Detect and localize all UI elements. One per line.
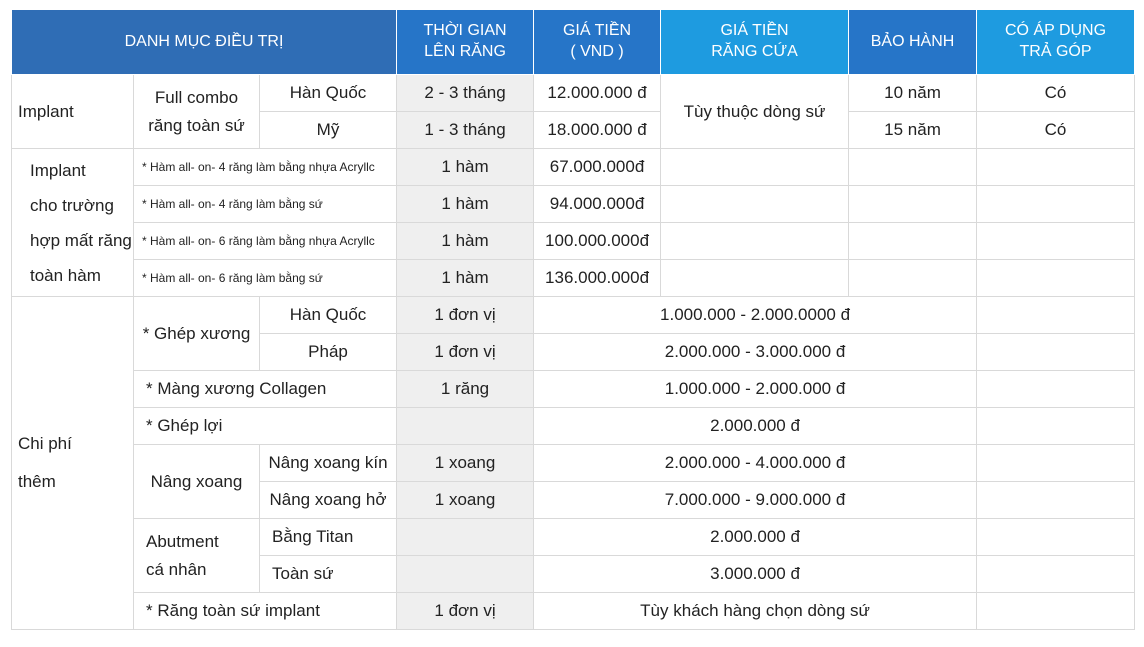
empty-cell <box>977 186 1135 223</box>
table-row <box>12 445 1135 482</box>
empty-cell <box>849 260 977 297</box>
empty-cell <box>661 149 849 186</box>
empty-cell <box>977 593 1135 630</box>
empty-cell <box>977 556 1135 593</box>
price-range-cell: 2.000.000 - 4.000.000 đ <box>534 445 977 482</box>
price-range-cell: 2.000.000 đ <box>534 519 977 556</box>
price-range-cell: 2.000.000 đ <box>534 408 977 445</box>
empty-cell <box>977 260 1135 297</box>
empty-cell <box>977 371 1135 408</box>
empty-cell <box>849 186 977 223</box>
empty-cell <box>977 445 1135 482</box>
crown-label: * Răng toàn sứ implant <box>134 593 397 630</box>
empty-cell <box>849 149 977 186</box>
price-range-cell: Tùy khách hàng chọn dòng sứ <box>534 593 977 630</box>
warranty-cell: 10 năm <box>849 75 977 112</box>
sinus-type-cell: Nâng xoang hở <box>260 482 397 519</box>
crown-price-cell: Tùy thuộc dòng sứ <box>661 75 849 149</box>
price-range-cell: 2.000.000 - 3.000.000 đ <box>534 334 977 371</box>
time-cell: 2 - 3 tháng <box>397 75 534 112</box>
time-cell: 1 hàm <box>397 149 534 186</box>
unit-cell: 1 xoang <box>397 482 534 519</box>
time-cell: 1 hàm <box>397 186 534 223</box>
table-row <box>12 260 1135 297</box>
desc-cell: * Hàm all- on- 6 răng làm bằng sứ <box>134 260 397 297</box>
header-time: THỜI GIAN LÊN RĂNG <box>397 10 534 75</box>
origin-cell: Hàn Quốc <box>260 297 397 334</box>
origin-cell: Mỹ <box>260 112 397 149</box>
table-row <box>12 371 1135 408</box>
empty-cell <box>661 186 849 223</box>
category-implant: Implant <box>12 75 134 149</box>
unit-cell: 1 đơn vị <box>397 334 534 371</box>
table-row <box>12 408 1135 445</box>
origin-cell: Pháp <box>260 334 397 371</box>
empty-cell <box>977 297 1135 334</box>
desc-cell: * Hàm all- on- 4 răng làm bằng nhựa Acryllc <box>134 149 397 186</box>
category-extra: Chi phí thêm <box>12 297 134 630</box>
abutment-type-cell: Toàn sứ <box>260 556 397 593</box>
price-cell: 67.000.000đ <box>534 149 661 186</box>
header-row <box>12 10 1135 75</box>
header-crown-price: GIÁ TIỀN RĂNG CỨA <box>661 10 849 75</box>
header-warranty: BẢO HÀNH <box>849 10 977 75</box>
abutment-type-cell: Bằng Titan <box>260 519 397 556</box>
sinus-label: Nâng xoang <box>134 445 260 519</box>
gum-graft-label: * Ghép lợi <box>134 408 397 445</box>
desc-cell: * Hàm all- on- 4 răng làm bằng sứ <box>134 186 397 223</box>
unit-cell <box>397 556 534 593</box>
combo-label: Full combo răng toàn sứ <box>134 75 260 149</box>
unit-cell: 1 xoang <box>397 445 534 482</box>
table-row <box>12 223 1135 260</box>
price-cell: 94.000.000đ <box>534 186 661 223</box>
price-range-cell: 1.000.000 - 2.000.0000 đ <box>534 297 977 334</box>
time-cell: 1 hàm <box>397 223 534 260</box>
table-row <box>12 75 1135 112</box>
unit-cell: 1 đơn vị <box>397 297 534 334</box>
empty-cell <box>977 149 1135 186</box>
unit-cell: 1 đơn vị <box>397 593 534 630</box>
collagen-label: * Màng xương Collagen <box>134 371 397 408</box>
origin-cell: Hàn Quốc <box>260 75 397 112</box>
table-row <box>12 149 1135 186</box>
empty-cell <box>977 223 1135 260</box>
installment-cell: Có <box>977 112 1135 149</box>
time-cell: 1 hàm <box>397 260 534 297</box>
unit-cell <box>397 408 534 445</box>
table-row <box>12 297 1135 334</box>
header-installment: CÓ ÁP DỤNG TRẢ GÓP <box>977 10 1135 75</box>
unit-cell: 1 răng <box>397 371 534 408</box>
installment-cell: Có <box>977 75 1135 112</box>
abutment-label: Abutment cá nhân <box>134 519 260 593</box>
table-row <box>12 186 1135 223</box>
price-range-cell: 7.000.000 - 9.000.000 đ <box>534 482 977 519</box>
unit-cell <box>397 519 534 556</box>
empty-cell <box>977 482 1135 519</box>
price-cell: 100.000.000đ <box>534 223 661 260</box>
empty-cell <box>977 519 1135 556</box>
price-cell: 136.000.000đ <box>534 260 661 297</box>
price-range-cell: 1.000.000 - 2.000.000 đ <box>534 371 977 408</box>
price-cell: 18.000.000 đ <box>534 112 661 149</box>
price-table <box>11 9 1135 630</box>
desc-cell: * Hàm all- on- 6 răng làm bằng nhựa Acryllc <box>134 223 397 260</box>
empty-cell <box>661 260 849 297</box>
time-cell: 1 - 3 tháng <box>397 112 534 149</box>
table-row <box>12 519 1135 556</box>
empty-cell <box>849 223 977 260</box>
table-row <box>12 593 1135 630</box>
sinus-type-cell: Nâng xoang kín <box>260 445 397 482</box>
empty-cell <box>977 408 1135 445</box>
price-cell: 12.000.000 đ <box>534 75 661 112</box>
header-price: GIÁ TIỀN ( VND ) <box>534 10 661 75</box>
empty-cell <box>661 223 849 260</box>
empty-cell <box>977 334 1135 371</box>
category-full-jaw: Implant cho trường hợp mất răng toàn hàm <box>12 149 134 297</box>
warranty-cell: 15 năm <box>849 112 977 149</box>
header-category: DANH MỤC ĐIỀU TRỊ <box>12 10 397 75</box>
price-range-cell: 3.000.000 đ <box>534 556 977 593</box>
bone-graft-label: * Ghép xương <box>134 297 260 371</box>
